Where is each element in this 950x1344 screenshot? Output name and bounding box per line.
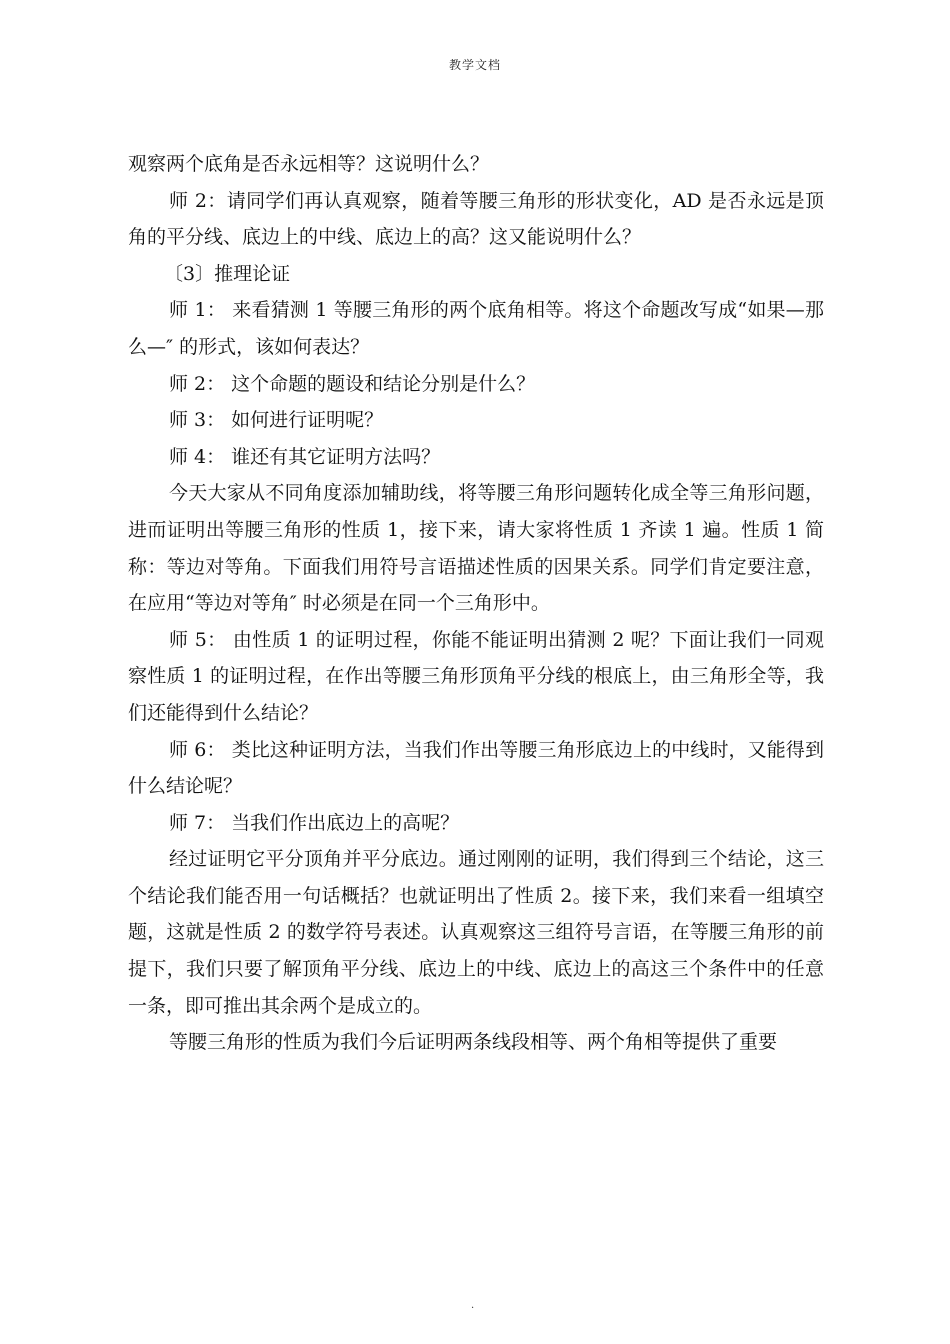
paragraph-teacher-6: 师 6： 类比这种证明方法，当我们作出等腰三角形底边上的中线时，又能得到什么结论呢？ (128, 738, 824, 798)
paragraph-teacher-7: 师 7： 当我们作出底边上的高呢？ (169, 811, 460, 834)
paragraph-teacher-4: 师 4： 谁还有其它证明方法吗？ (169, 445, 441, 468)
paragraph-2: 师 2：请同学们再认真观察，随着等腰三角形的形状变化，AD 是否永远是顶角的平分线、底边上的中线、底边上的高？这又能说明什么？ (128, 189, 824, 249)
paragraph-teacher-1: 师 1： 来看猜测 1 等腰三角形的两个底角相等。将这个命题改写成“如果—那么—″ 的形式，该如何表达？ (128, 299, 824, 358)
paragraph-1: 观察两个底角是否永远相等？这说明什么？ (128, 153, 490, 175)
footer-mark: . (471, 1300, 475, 1311)
section-heading: 〔3〕推理论证 (164, 262, 291, 285)
paragraph-teacher-5: 师 5： 由性质 1 的证明过程，你能不能证明出猜测 2 呢？下面让我们一同观察性质 1 的证明过程，在作出等腰三角形顶角平分线的根底上，由三角形全等，我们还能得到什么结论？ (128, 628, 824, 724)
document-body (128, 146, 824, 1061)
paragraph-teacher-2: 师 2： 这个命题的题设和结论分别是什么？ (169, 372, 536, 395)
page-header: 教学文档 (448, 58, 501, 72)
paragraph-summary-property-1: 今天大家从不同角度添加辅助线，将等腰三角形问题转化成全等三角形问题，进而证明出等腰三角形的性质 1，接下来，请大家将性质 1 齐读 1 遍。性质 1 简称：等边对等角。下面我们用符号言语描述性质的因果关系。同学们肯定要注意，在应用“等边对等角″ 时必须是在同一个三角形中。 (128, 482, 824, 615)
paragraph-summary-property-2: 经过证明它平分顶角并平分底边。通过刚刚的证明，我们得到三个结论，这三个结论我们能否用一句话概括？也就证明出了性质 2。接下来，我们来看一组填空题，这就是性质 2 的数学符号表述。认真观察这三组符号言语，在等腰三角形的前提下，我们只要了解顶角平分线、底边上的中线、底边上的高这三个条件中的任意一条，即可推出其余两个是成立的。 (128, 848, 824, 1017)
paragraph-closing: 等腰三角形的性质为我们今后证明两条线段相等、两个角相等提供了重要 (169, 1031, 778, 1054)
paragraph-teacher-3: 师 3： 如何进行证明呢？ (169, 409, 384, 432)
